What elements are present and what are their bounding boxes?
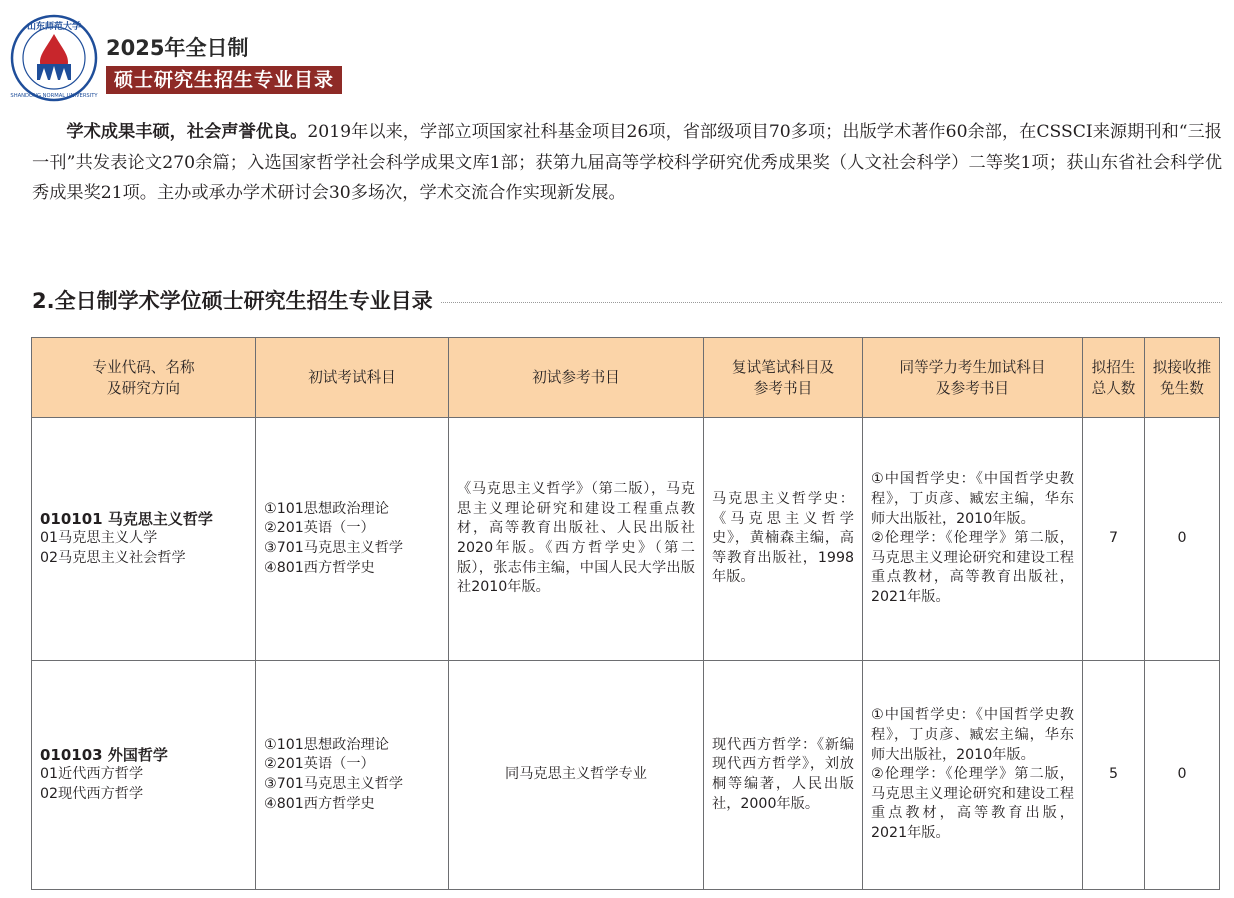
- research-direction: 01马克思主义人学: [40, 530, 158, 547]
- header-quota: 拟招生 总人数: [1083, 338, 1145, 418]
- research-direction: 01近代西方哲学: [40, 766, 144, 783]
- exempt-cell: 0: [1145, 418, 1220, 661]
- quota-cell: 7: [1083, 418, 1145, 661]
- research-direction: 02现代西方哲学: [40, 785, 144, 802]
- major-cell: [32, 418, 256, 661]
- table-header-row: [32, 338, 1220, 418]
- exam-subjects-cell: ①101思想政治理论 ②201英语（一） ③701马克思主义哲学 ④801西方哲学史: [256, 418, 449, 661]
- svg-text:SHANDONG NORMAL UNIVERSITY: SHANDONG NORMAL UNIVERSITY: [10, 93, 98, 99]
- exam-subjects-cell: ①101思想政治理论 ②201英语（一） ③701马克思主义哲学 ④801西方哲学史: [256, 661, 449, 890]
- reference-books-cell: 同马克思主义哲学专业: [449, 661, 704, 890]
- header-major: 专业代码、名称 及研究方向: [32, 338, 256, 418]
- section-heading: [32, 284, 1222, 316]
- dotted-rule: [441, 302, 1222, 303]
- major-cell: [32, 661, 256, 890]
- retest-cell: 马克思主义哲学史：《马克思主义哲学史》，黄楠森主编，高等教育出版社，1998年版。: [704, 418, 863, 661]
- header-exam-subjects: 初试考试科目: [256, 338, 449, 418]
- major-catalog-table: [31, 337, 1220, 890]
- research-direction: 02马克思主义社会哲学: [40, 549, 186, 566]
- intro-body: 2019年以来，学部立项国家社科基金项目26项，省部级项目70多项；出版学术著作60余部，在CSSCI来源期刊和“三报一刊”共发表论文270余篇；入选国家哲学社会科学成果文库1部；获第九届高等学校科学研究优秀成果奖（人文社会科学）二等奖1项；获山东省社会科学优秀成果奖21项。主办或承办学术研讨会30多场次，学术交流合作实现新发展。: [32, 122, 1223, 204]
- header-reference-books: 初试参考书目: [449, 338, 704, 418]
- university-logo: [10, 14, 98, 102]
- major-code: 010103 外国哲学: [40, 745, 168, 764]
- major-code: 010101 马克思主义哲学: [40, 509, 213, 528]
- quota-cell: 5: [1083, 661, 1145, 890]
- svg-text:山东师范大学: 山东师范大学: [26, 22, 82, 32]
- reference-books-cell: 《马克思主义哲学》（第二版），马克思主义理论研究和建设工程重点教材，高等教育出版社、人民出版社2020年版。《西方哲学史》（第二版），张志伟主编，中国人民大学出版社2010年版。: [449, 418, 704, 661]
- retest-cell: 现代西方哲学：《新编现代西方哲学》，刘放桐等编著，人民出版社，2000年版。: [704, 661, 863, 890]
- header-year-line: 2025年全日制: [106, 36, 249, 60]
- exempt-cell: 0: [1145, 661, 1220, 890]
- header-exempt: 拟接收推 免生数: [1145, 338, 1220, 418]
- table-row: [32, 418, 1220, 661]
- equivalent-cell: ①中国哲学史：《中国哲学史教程》，丁贞彦、臧宏主编，华东师大出版社，2010年版。 ②伦理学：《伦理学》第二版，马克思主义理论研究和建设工程重点教材，高等教育出版，2021年版。: [863, 661, 1083, 890]
- section-title-text: 2.全日制学术学位硕士研究生招生专业目录: [32, 289, 433, 313]
- header-title-banner: 硕士研究生招生专业目录: [106, 66, 342, 94]
- page-header: [10, 12, 610, 112]
- intro-lead: 学术成果丰硕，社会声誉优良。: [66, 122, 308, 142]
- header-equivalent: 同等学力考生加试科目 及参考书目: [863, 338, 1083, 418]
- equivalent-cell: ①中国哲学史：《中国哲学史教程》，丁贞彦、臧宏主编，华东师大出版社，2010年版。 ②伦理学：《伦理学》第二版，马克思主义理论研究和建设工程重点教材，高等教育出版社，2021年版。: [863, 418, 1083, 661]
- header-retest: 复试笔试科目及 参考书目: [704, 338, 863, 418]
- table-row: [32, 661, 1220, 890]
- intro-paragraph: [32, 117, 1222, 209]
